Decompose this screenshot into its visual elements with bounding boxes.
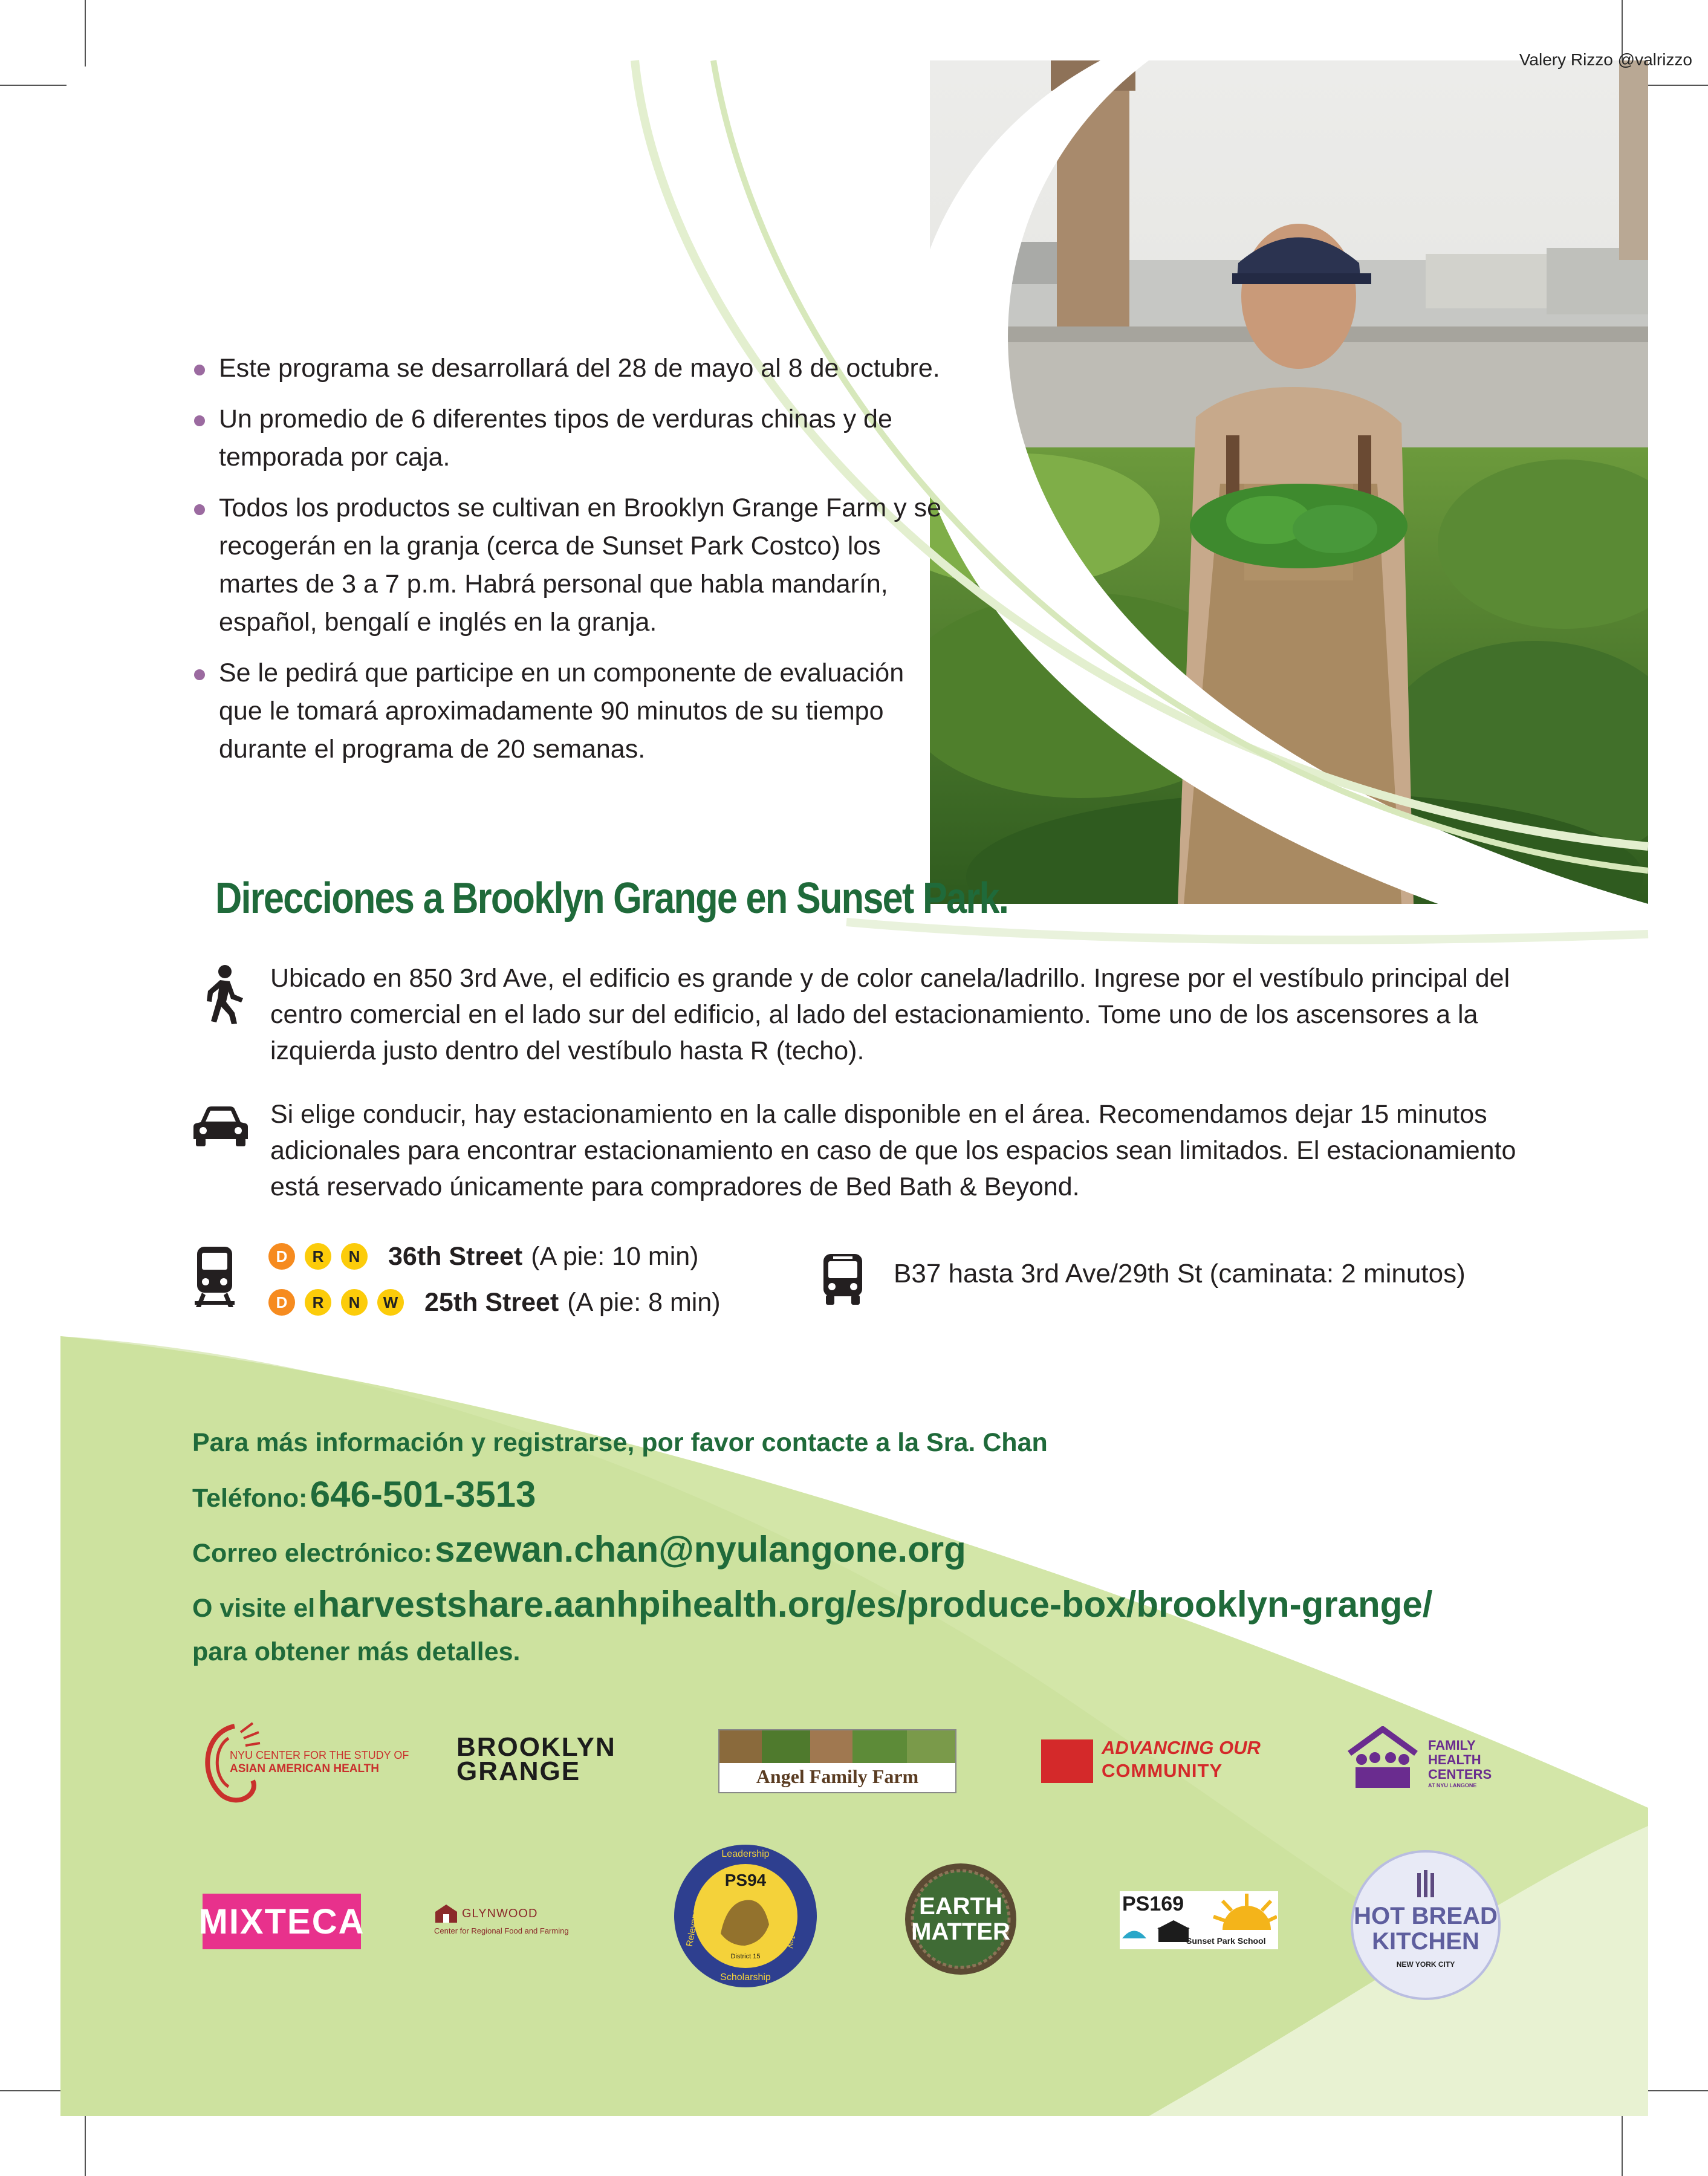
family-health-centers-logo: FAMILY HEALTH CENTERS AT NYU LANGONE <box>1343 1726 1525 1793</box>
phone-label: Teléfono: <box>192 1484 308 1513</box>
email-link[interactable]: szewan.chan@nyulangone.org <box>435 1529 966 1570</box>
phone-number[interactable]: 646-501-3513 <box>310 1474 536 1515</box>
r-train-bullet: R <box>305 1243 331 1270</box>
ps169-logo: PS169 Sunset Park School <box>1120 1891 1278 1949</box>
angel-family-farm-logo: Angel Family Farm <box>718 1729 956 1793</box>
subway-line-25th <box>268 1285 721 1319</box>
bullet-dot <box>194 365 205 375</box>
list-item: Un promedio de 6 diferentes tipos de verduras chinas y de temporada por caja. <box>192 400 942 476</box>
email-label: Correo electrónico: <box>192 1539 432 1568</box>
program-details-list <box>192 349 942 781</box>
bullet-dot <box>194 669 205 680</box>
photo-credit: Valery Rizzo @valrizzo <box>1519 50 1692 69</box>
contact-intro: Para más información y registrarse, por favor contacte a la Sra. Chan <box>192 1428 1048 1457</box>
n-train-bullet: N <box>341 1243 368 1270</box>
nyu-csaah-logo: NYU CENTER FOR THE STUDY OF ASIAN AMERICAN HEALTH <box>192 1720 374 1805</box>
farm-photo-strip <box>719 1730 955 1763</box>
walking-directions: Ubicado en 850 3rd Ave, el edificio es grande y de color canela/ladrillo. Ingrese por el vestíbulo principal del centro comercial en el lado sur del edificio, al lado del estacionamiento. Tome uno de los ascensores a la izquierda justo dentro del vestíbulo hasta R (techo). <box>270 964 1510 1065</box>
earth-matter-logo: EARTH MATTER <box>904 1862 1018 1976</box>
glynwood-logo: GLYNWOOD Center for Regional Food and Farming <box>434 1903 591 1940</box>
brooklyn-grange-logo: BROOKLYN GRANGE <box>456 1732 616 1786</box>
contact-phone-line <box>192 1473 536 1515</box>
mixteca-logo: MIXTECA <box>203 1894 361 1949</box>
w-train-bullet: W <box>377 1289 404 1316</box>
n-train-bullet: N <box>341 1289 368 1316</box>
walk-time: (A pie: 10 min) <box>531 1241 699 1271</box>
list-item: Este programa se desarrollará del 28 de mayo al 8 de octubre. <box>192 349 942 388</box>
bus-directions: B37 hasta 3rd Ave/29th St (caminata: 2 minutos) <box>894 1259 1466 1288</box>
contact-outro: para obtener más detalles. <box>192 1637 521 1666</box>
d-train-bullet: D <box>268 1289 295 1316</box>
station-name: 36th Street <box>388 1241 523 1271</box>
contact-email-line <box>192 1528 966 1570</box>
car-icon <box>192 1105 249 1148</box>
r-train-bullet: R <box>305 1289 331 1316</box>
ps94-seal-logo: PS94 Leadership Scholarship Voice Joy Relevance District 15 <box>672 1843 819 1989</box>
hot-bread-kitchen-logo: HOT BREAD KITCHEN NEW YORK CITY <box>1349 1849 1502 2001</box>
station-name: 25th Street <box>424 1287 559 1317</box>
walk-time: (A pie: 8 min) <box>567 1287 721 1317</box>
bullet-dot <box>194 415 205 426</box>
apa-red-block <box>1041 1739 1093 1783</box>
directions-title: Direcciones a Brooklyn Grange en Sunset Park. <box>215 874 1008 923</box>
driving-directions: Si elige conducir, hay estacionamiento en la calle disponible en el área. Recomendamos dejar 15 minutos adicionales para encontrar estacionamiento en caso de que los espacios sean limitados. El estacionamiento está reservado únicamente para compradores de Bed Bath & Beyond. <box>270 1100 1516 1201</box>
train-icon <box>193 1244 236 1310</box>
visit-label: O visite el <box>192 1594 316 1623</box>
contact-url-line <box>192 1583 1432 1625</box>
d-train-bullet: D <box>268 1243 295 1270</box>
barn-icon <box>434 1903 458 1924</box>
apa-advancing-community-logo: ADVANCING OUR COMMUNITY <box>1041 1732 1259 1787</box>
walking-person-icon <box>195 964 249 1025</box>
list-item: Se le pedirá que participe en un componente de evaluación que le tomará aproximadamente 90 minutos de su tiempo durante el programa de 20 semanas. <box>192 654 942 768</box>
bus-icon <box>821 1252 865 1306</box>
bullet-dot <box>194 504 205 515</box>
subway-line-36th <box>268 1239 698 1273</box>
website-link[interactable]: harvestshare.aanhpihealth.org/es/produce-box/brooklyn-grange/ <box>317 1584 1433 1625</box>
house-family-icon <box>1343 1726 1422 1793</box>
list-item: Todos los productos se cultivan en Brooklyn Grange Farm y se recogerán en la granja (cerca de Sunset Park Costco) los martes de 3 a 7 p.m. Habrá personal que habla mandarín, español, bengalí e inglés en la granja. <box>192 489 942 641</box>
sunburst-icon <box>1210 1894 1277 1936</box>
